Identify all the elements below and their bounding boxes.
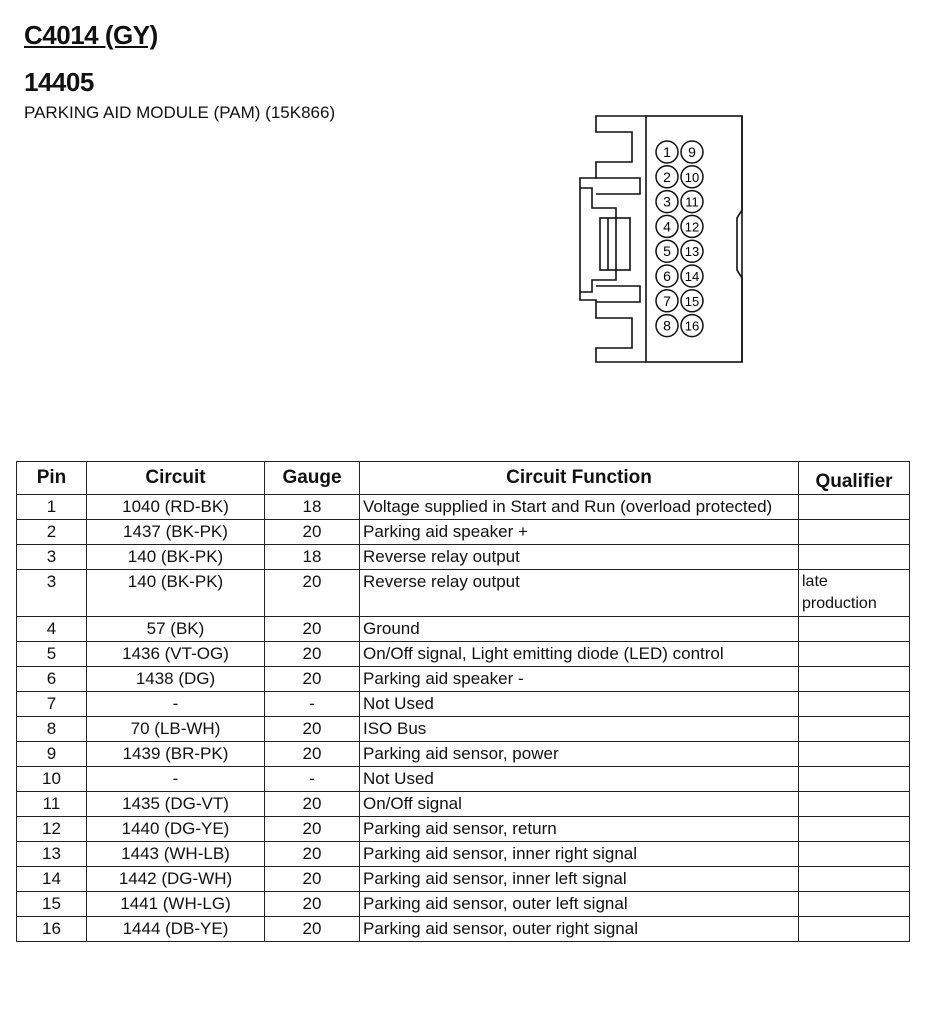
pin-number-label: 11 <box>685 194 699 210</box>
pin-cell: 14 <box>17 867 87 892</box>
qualifier-cell <box>799 892 910 917</box>
function-cell: Reverse relay output <box>360 570 799 617</box>
table-row <box>17 617 910 642</box>
gauge-cell: 20 <box>265 667 360 692</box>
pin-cell: 6 <box>17 667 87 692</box>
circuit-cell: 1438 (DG) <box>87 667 265 692</box>
qualifier-cell <box>799 717 910 742</box>
circuit-cell: 140 (BK-PK) <box>87 545 265 570</box>
circuit-cell: 1439 (BR-PK) <box>87 742 265 767</box>
pin-cell: 11 <box>17 792 87 817</box>
pin-circle-group <box>656 141 703 337</box>
function-cell: Not Used <box>360 767 799 792</box>
gauge-cell: 20 <box>265 892 360 917</box>
circuit-cell: 140 (BK-PK) <box>87 570 265 617</box>
circuit-cell: - <box>87 767 265 792</box>
circuit-cell: 1436 (VT-OG) <box>87 642 265 667</box>
pinout-table <box>16 461 910 942</box>
qualifier-cell <box>799 767 910 792</box>
table-row <box>17 867 910 892</box>
pin-number-label: 14 <box>684 269 700 284</box>
gauge-cell: 20 <box>265 717 360 742</box>
circuit-cell: 1444 (DB-YE) <box>87 917 265 942</box>
function-cell: Ground <box>360 617 799 642</box>
pin-number-label: 10 <box>684 169 700 185</box>
function-cell: Parking aid speaker + <box>360 520 799 545</box>
pin-cell: 5 <box>17 642 87 667</box>
circuit-cell: 1437 (BK-PK) <box>87 520 265 545</box>
qualifier-cell <box>799 642 910 667</box>
function-cell: Parking aid sensor, outer left signal <box>360 892 799 917</box>
table-row <box>17 495 910 520</box>
pin-number-label: 15 <box>684 293 700 309</box>
pin-cell: 13 <box>17 842 87 867</box>
function-cell: Parking aid sensor, return <box>360 817 799 842</box>
gauge-cell: 20 <box>265 520 360 545</box>
gauge-cell: 20 <box>265 842 360 867</box>
table-row <box>17 545 910 570</box>
gauge-cell: 20 <box>265 570 360 617</box>
gauge-cell: 20 <box>265 792 360 817</box>
pin-number-label: 6 <box>663 268 671 284</box>
pin-cell: 15 <box>17 892 87 917</box>
function-cell: Parking aid sensor, inner left signal <box>360 867 799 892</box>
qualifier-cell <box>799 617 910 642</box>
circuit-cell: 1442 (DG-WH) <box>87 867 265 892</box>
table-row <box>17 817 910 842</box>
circuit-cell: 1435 (DG-VT) <box>87 792 265 817</box>
qualifier-cell <box>799 842 910 867</box>
pin-number-label: 9 <box>688 144 696 160</box>
pin-cell: 1 <box>17 495 87 520</box>
qualifier-cell <box>799 817 910 842</box>
table-row <box>17 842 910 867</box>
pin-cell: 12 <box>17 817 87 842</box>
gauge-cell: 20 <box>265 917 360 942</box>
pin-number-label: 5 <box>663 243 671 260</box>
circuit-cell: 70 (LB-WH) <box>87 717 265 742</box>
connector-face-diagram <box>570 110 760 370</box>
gauge-cell: - <box>265 767 360 792</box>
circuit-cell: 1441 (WH-LG) <box>87 892 265 917</box>
pin-cell: 16 <box>17 917 87 942</box>
table-row <box>17 917 910 942</box>
table-row <box>17 717 910 742</box>
pin-cell: 4 <box>17 617 87 642</box>
qualifier-cell <box>799 495 910 520</box>
pin-cell: 3 <box>17 570 87 617</box>
pin-cell: 8 <box>17 717 87 742</box>
header-circuit: Circuit <box>87 462 265 495</box>
circuit-cell: 1443 (WH-LB) <box>87 842 265 867</box>
pin-cell: 10 <box>17 767 87 792</box>
header-function: Circuit Function <box>360 462 799 495</box>
pin-number-label: 2 <box>663 168 671 185</box>
header-gauge: Gauge <box>265 462 360 495</box>
table-row <box>17 667 910 692</box>
circuit-cell: - <box>87 692 265 717</box>
pin-number-label: 16 <box>684 318 700 334</box>
function-cell: Voltage supplied in Start and Run (overload protected) <box>360 495 799 520</box>
function-cell: On/Off signal <box>360 792 799 817</box>
function-cell: ISO Bus <box>360 717 799 742</box>
part-number: 14405 <box>24 67 94 97</box>
qualifier-cell <box>799 792 910 817</box>
header-pin: Pin <box>17 462 87 495</box>
gauge-cell: 20 <box>265 742 360 767</box>
qualifier-cell <box>799 667 910 692</box>
gauge-cell: 18 <box>265 545 360 570</box>
module-name: PARKING AID MODULE (PAM) (15K866) <box>24 103 336 122</box>
connector-id-title: C4014 (GY) <box>24 20 158 50</box>
pin-number-label: 8 <box>663 317 671 334</box>
function-cell: Parking aid sensor, inner right signal <box>360 842 799 867</box>
circuit-cell: 57 (BK) <box>87 617 265 642</box>
table-row <box>17 570 910 617</box>
table-row <box>17 692 910 717</box>
pin-cell: 3 <box>17 545 87 570</box>
table-row <box>17 742 910 767</box>
qualifier-cell <box>799 692 910 717</box>
table-row <box>17 892 910 917</box>
gauge-cell: 18 <box>265 495 360 520</box>
header-qualifier: Qualifier <box>799 462 910 495</box>
pin-number-label: 7 <box>663 292 671 309</box>
function-cell: Not Used <box>360 692 799 717</box>
table-row <box>17 767 910 792</box>
table-row <box>17 642 910 667</box>
pin-number-label: 13 <box>684 244 700 260</box>
function-cell: Parking aid sensor, power <box>360 742 799 767</box>
pin-cell: 7 <box>17 692 87 717</box>
qualifier-cell <box>799 867 910 892</box>
gauge-cell: 20 <box>265 817 360 842</box>
circuit-cell: 1040 (RD-BK) <box>87 495 265 520</box>
table-header-row <box>17 462 910 495</box>
function-cell: Reverse relay output <box>360 545 799 570</box>
table-row <box>17 792 910 817</box>
qualifier-cell: late production <box>799 570 910 617</box>
function-cell: Parking aid speaker - <box>360 667 799 692</box>
qualifier-cell <box>799 917 910 942</box>
pin-number-label: 4 <box>663 218 671 235</box>
pin-number-label: 3 <box>663 193 671 210</box>
gauge-cell: 20 <box>265 617 360 642</box>
pin-number-label: 12 <box>684 219 700 235</box>
circuit-cell: 1440 (DG-YE) <box>87 817 265 842</box>
function-cell: On/Off signal, Light emitting diode (LED) control <box>360 642 799 667</box>
pin-number-label: 1 <box>663 144 671 160</box>
qualifier-cell <box>799 545 910 570</box>
qualifier-cell <box>799 742 910 767</box>
pin-cell: 9 <box>17 742 87 767</box>
qualifier-cell <box>799 520 910 545</box>
pin-cell: 2 <box>17 520 87 545</box>
gauge-cell: 20 <box>265 867 360 892</box>
gauge-cell: 20 <box>265 642 360 667</box>
function-cell: Parking aid sensor, outer right signal <box>360 917 799 942</box>
gauge-cell: - <box>265 692 360 717</box>
table-row <box>17 520 910 545</box>
